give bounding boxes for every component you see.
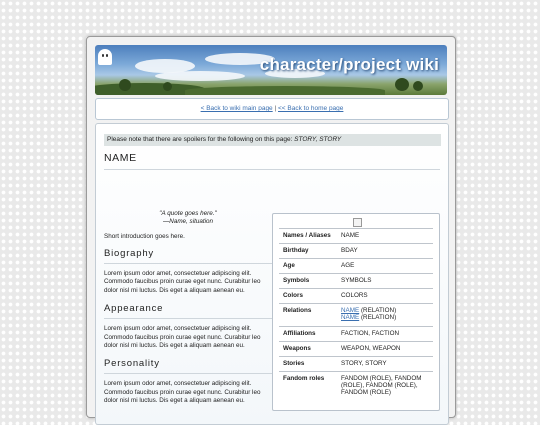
section-heading-personality: Personality: [104, 358, 272, 374]
main-column: [104, 210, 272, 406]
infobox-row-age: [279, 258, 433, 273]
infobox-value: FANDOM (ROLE), FANDOM (ROLE), FANDOM (ROLE), FANDOM (ROLE): [341, 375, 422, 397]
page-title: NAME: [104, 152, 440, 170]
page-frame: [86, 36, 456, 418]
infobox-row-colors: [279, 288, 433, 303]
infobox-row-fandom-roles: [279, 371, 433, 406]
infobox-value: AGE: [341, 262, 355, 269]
tree-shape: [413, 81, 423, 91]
relation-type: (RELATION): [359, 307, 397, 314]
relation-type: (RELATION): [359, 314, 397, 322]
spoiler-items: STORY, STORY: [294, 136, 342, 143]
infobox-label: Relations: [283, 307, 312, 314]
section-text-appearance: Lorem ipsum odor amet, consectetuer adipiscing elit. Commodo faucibus proin curae eget nunc. Curabitur leo dolor nisl mi luctus. Dis eget a aliquam aenean eu.: [104, 325, 261, 350]
infobox-label: Symbols: [283, 277, 310, 284]
infobox-label: Names / Aliases: [283, 232, 331, 239]
infobox-row-relations: [279, 303, 433, 326]
nav-separator: |: [274, 105, 277, 112]
broken-image-icon: [353, 218, 362, 227]
infobox-label: Fandom roles: [283, 375, 325, 382]
back-to-home-link[interactable]: << Back to home page: [278, 105, 344, 112]
wiki-banner: [95, 45, 447, 95]
infobox-value: SYMBOLS: [341, 277, 372, 284]
intro-text: Short introduction goes here.: [104, 233, 185, 240]
back-to-wiki-link[interactable]: < Back to wiki main page: [200, 105, 273, 112]
infobox-label: Weapons: [283, 345, 311, 352]
relation-link[interactable]: NAME: [341, 307, 360, 314]
quote-block: [104, 210, 272, 226]
infobox-value: STORY, STORY: [341, 360, 387, 367]
infobox-row-names: [279, 228, 433, 243]
infobox-row-birthday: [279, 243, 433, 258]
infobox-label: Age: [283, 262, 295, 269]
infobox-value: NAME: [341, 232, 360, 239]
infobox-label: Stories: [283, 360, 305, 367]
section-heading-appearance: Appearance: [104, 303, 272, 319]
hill-shape: [185, 86, 385, 95]
section-heading-biography: Biography: [104, 248, 272, 264]
infobox: [272, 213, 440, 411]
section-text-personality: Lorem ipsum odor amet, consectetuer adipiscing elit. Commodo faucibus proin curae eget nunc. Curabitur leo dolor nisl mi luctus. Dis eget a aliquam aenean eu.: [104, 380, 261, 405]
relation-link[interactable]: NAME: [341, 314, 360, 322]
infobox-row-symbols: [279, 273, 433, 288]
spoiler-notice: [104, 134, 441, 146]
tree-shape: [119, 79, 131, 91]
spoiler-prefix: Please note that there are spoilers for the following on this page:: [107, 136, 295, 143]
section-text-biography: Lorem ipsum odor amet, consectetuer adipiscing elit. Commodo faucibus proin curae eget nunc. Curabitur leo dolor nisl mi luctus. Dis eget a aliquam aenean eu.: [104, 270, 261, 294]
quote-source: —Name, situation: [162, 218, 214, 225]
infobox-label: Birthday: [283, 247, 309, 254]
infobox-row-stories: [279, 356, 433, 371]
infobox-label: Colors: [283, 292, 303, 299]
infobox-value: BDAY: [341, 247, 358, 254]
infobox-value: WEAPON, WEAPON: [341, 345, 401, 352]
nav-bar: [95, 98, 449, 120]
ghost-icon: [98, 49, 112, 65]
content-panel: [95, 123, 449, 425]
tree-shape: [163, 82, 172, 91]
quote-text: "A quote goes here.": [159, 210, 217, 217]
tree-shape: [395, 78, 409, 91]
infobox-row-weapons: [279, 341, 433, 356]
infobox-row-affiliations: [279, 326, 433, 341]
wiki-title: character/project wiki: [259, 55, 439, 74]
infobox-value: COLORS: [341, 292, 368, 299]
infobox-value: [341, 307, 431, 321]
infobox-label: Affiliations: [283, 330, 316, 337]
cloud-shape: [155, 71, 245, 81]
infobox-value: FACTION, FACTION: [341, 330, 400, 337]
